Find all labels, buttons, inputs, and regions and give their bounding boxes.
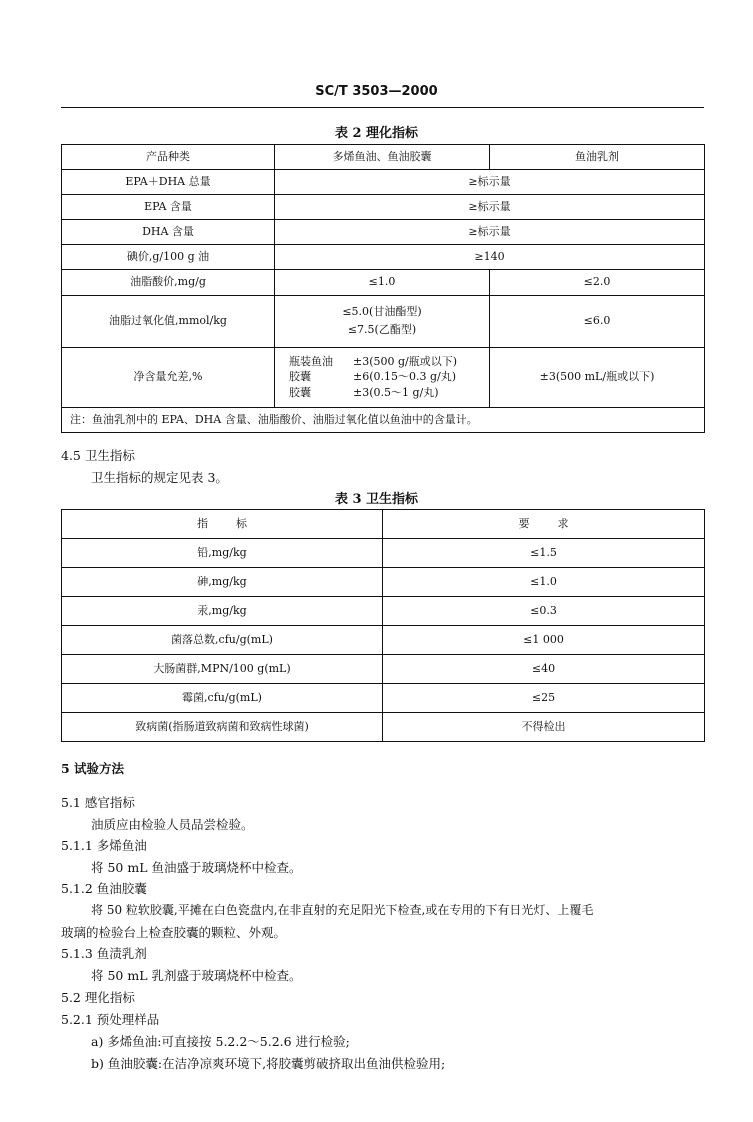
table-note-row	[62, 408, 705, 433]
section-5-1-1-title: 5.1.1 多烯鱼油	[61, 838, 147, 853]
section-4-5-text: 卫生指标的规定见表 3。	[91, 470, 228, 485]
item-type: 瓶装鱼油	[289, 354, 333, 368]
row-value: ≤1 000	[383, 626, 705, 655]
table-2-physicochemical	[61, 144, 705, 433]
table2-caption: 表 2 理化指标	[334, 126, 419, 141]
row-value: ≥标示量	[275, 170, 705, 195]
table-header-row	[62, 510, 705, 539]
header-indicator: 指 标	[62, 510, 383, 539]
section-5-1-3-title: 5.1.3 鱼渍乳剂	[61, 946, 147, 961]
value-line: ≤7.5(乙酯型)	[347, 323, 417, 336]
row-value-multiline	[275, 296, 490, 348]
item-type: 胶囊	[289, 385, 311, 399]
table-row	[62, 568, 705, 597]
table-row	[62, 348, 705, 408]
row-label: 致病菌(指肠道致病菌和致病性球菌)	[62, 713, 383, 742]
row-value: ≤2.0	[490, 270, 705, 296]
row-value: 不得检出	[383, 713, 705, 742]
table-row	[62, 245, 705, 270]
page-header: SC/T 3503—2000	[315, 84, 438, 99]
row-label: 油脂酸价,mg/g	[62, 270, 275, 296]
table-row	[62, 270, 705, 296]
section-5-1-1-text: 将 50 mL 鱼油盛于玻璃烧杯中检查。	[91, 860, 302, 875]
table-header-row	[62, 145, 705, 170]
table-row	[62, 684, 705, 713]
row-label: DHA 含量	[62, 220, 275, 245]
row-value: ±3(500 mL/瓶或以下)	[490, 348, 705, 408]
section-5-2-1-title: 5.2.1 预处理样品	[61, 1012, 160, 1027]
section-5-1-title: 5.1 感官指标	[61, 795, 135, 810]
section-5-1-3-text: 将 50 mL 乳剂盛于玻璃烧杯中检查。	[91, 968, 302, 983]
table-row	[62, 655, 705, 684]
section-5-1-2-text-line2: 玻璃的检验台上检查胶囊的颗粒、外观。	[61, 925, 287, 940]
row-label: 油脂过氧化值,mmol/kg	[62, 296, 275, 348]
list-item-a: a) 多烯鱼油:可直接按 5.2.2～5.2.6 进行检验;	[91, 1034, 350, 1049]
row-value: ≤1.0	[275, 270, 490, 296]
row-value: ≤40	[383, 655, 705, 684]
row-label: 霉菌,cfu/g(mL)	[62, 684, 383, 713]
table-row	[62, 195, 705, 220]
row-value: ≥140	[275, 245, 705, 270]
row-label: EPA 含量	[62, 195, 275, 220]
row-label: 铅,mg/kg	[62, 539, 383, 568]
section-5-2-title: 5.2 理化指标	[61, 990, 135, 1005]
item-value: ±3(0.5～1 g/丸)	[353, 385, 439, 399]
item-value: ±3(500 g/瓶或以下)	[353, 354, 458, 368]
header-fish-oil-capsule: 多烯鱼油、鱼油胶囊	[275, 145, 490, 170]
section-5-1-2-title: 5.1.2 鱼油胶囊	[61, 881, 147, 896]
header-fish-oil-emulsion: 鱼油乳剂	[490, 145, 705, 170]
row-label: 大肠菌群,MPN/100 g(mL)	[62, 655, 383, 684]
table-note: 注：鱼油乳剂中的 EPA、DHA 含量、油脂酸价、油脂过氧化值以鱼油中的含量计。	[62, 408, 705, 433]
table-row	[62, 170, 705, 195]
item-value: ±6(0.15～0.3 g/丸)	[353, 370, 457, 384]
table-row	[62, 713, 705, 742]
row-label: 碘价,g/100 g 油	[62, 245, 275, 270]
row-value: ≤6.0	[490, 296, 705, 348]
row-value: ≤1.5	[383, 539, 705, 568]
row-value: ≥标示量	[275, 195, 705, 220]
section-5-1-2-text-line1: 将 50 粒软胶囊,平摊在白色瓷盘内,在非直射的充足阳光下检查,或在专用的下有日光灯、上覆毛	[91, 903, 594, 917]
value-line: ≤5.0(甘油酯型)	[342, 305, 422, 319]
item-type: 胶囊	[289, 370, 311, 384]
row-label: 汞,mg/kg	[62, 597, 383, 626]
table-row	[62, 597, 705, 626]
row-label: 菌落总数,cfu/g(mL)	[62, 626, 383, 655]
table3-caption: 表 3 卫生指标	[334, 492, 419, 507]
row-label: 净含量允差,%	[62, 348, 275, 408]
section-4-5-title: 4.5 卫生指标	[61, 448, 135, 463]
table-row	[62, 220, 705, 245]
header-requirement: 要 求	[383, 510, 705, 539]
table-row	[62, 626, 705, 655]
row-value: ≤1.0	[383, 568, 705, 597]
row-value: ≤25	[383, 684, 705, 713]
section-5-1-text: 油质应由检验人员品尝检验。	[91, 817, 254, 832]
table-row	[62, 296, 705, 348]
table-row	[62, 539, 705, 568]
table-3-hygiene	[61, 509, 705, 742]
list-item-b: b) 鱼油胶囊:在洁净凉爽环境下,将胶囊剪破挤取出鱼油供检验用;	[91, 1056, 446, 1071]
row-value-multiline	[275, 348, 490, 408]
header-product-type: 产品种类	[62, 145, 275, 170]
section-5-title: 5 试验方法	[61, 761, 125, 776]
row-value: ≥标示量	[275, 220, 705, 245]
row-value: ≤0.3	[383, 597, 705, 626]
row-label: 砷,mg/kg	[62, 568, 383, 597]
row-label: EPA＋DHA 总量	[62, 170, 275, 195]
header-rule	[61, 107, 704, 108]
